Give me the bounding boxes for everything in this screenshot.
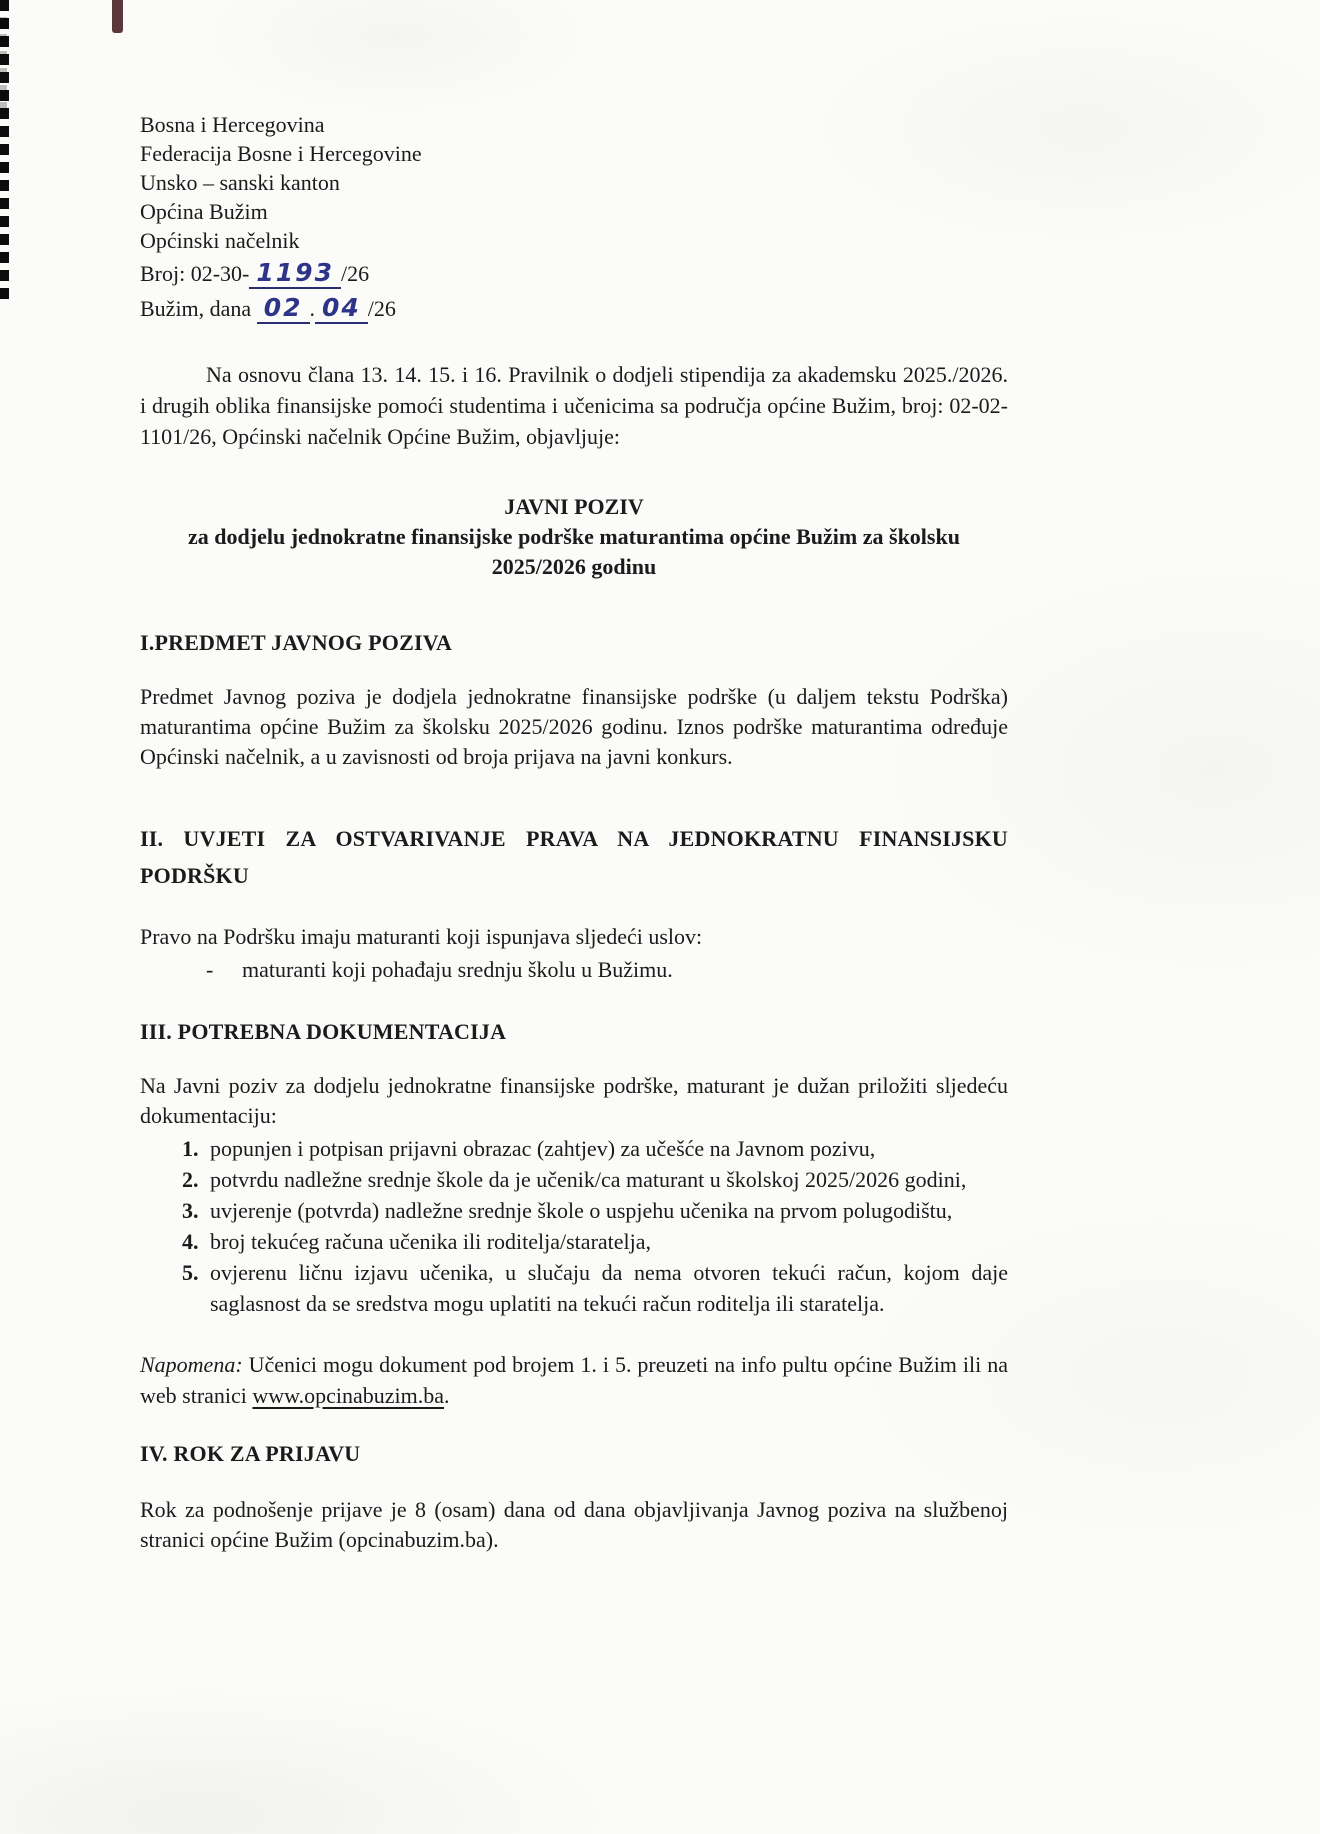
date-separator: . bbox=[309, 296, 315, 321]
section3-paragraph: Na Javni poziv za dodjelu jednokratne finansijske podrške, maturant je dužan priložiti sljedeću dokumentaciju: bbox=[140, 1073, 1008, 1128]
document-content bbox=[140, 110, 1008, 1555]
section4-heading: IV. ROK ZA PRIJAVU bbox=[140, 1441, 361, 1466]
section2-heading: II. UVJETI ZA OSTVARIVANJE PRAVA NA JEDNOKRATNU FINANSIJSKU PODRŠKU bbox=[140, 826, 1008, 888]
document-title bbox=[140, 492, 1008, 582]
section3-heading: III. POTREBNA DOKUMENTACIJA bbox=[140, 1019, 507, 1044]
date-day-handwritten: 02 bbox=[263, 293, 303, 322]
document-title-line2: za dodjelu jednokratne finansijske podrške maturantima općine Bužim za školsku 2025/2026 godinu bbox=[188, 524, 960, 579]
letterhead bbox=[140, 110, 1008, 255]
date-day-wrap bbox=[257, 293, 310, 324]
scan-artifact-left-edge-bar bbox=[0, 0, 9, 300]
date-month-wrap bbox=[315, 293, 368, 324]
date-line bbox=[140, 292, 1008, 325]
list-item: 3. uvjerenje (potvrda) nadležne srednje škole o uspjehu učenika na prvom polugodištu, bbox=[204, 1195, 1008, 1226]
section4-paragraph: Rok za podnošenje prijave je 8 (osam) dana od dana objavljivanja Javnog poziva na službenoj stranici općine Bužim (opcinabuzim.ba). bbox=[140, 1497, 1008, 1552]
section1-heading: I.PREDMET JAVNOG POZIVA bbox=[140, 630, 453, 655]
protocol-number-suffix: /26 bbox=[340, 261, 370, 286]
protocol-number-line bbox=[140, 257, 1008, 290]
note-text: Učenici mogu dokument pod brojem 1. i 5. preuzeti na info pultu općine Bužim ili na web stranici bbox=[140, 1352, 1008, 1408]
date-prefix: Bužim, dana bbox=[140, 296, 257, 321]
letterhead-line-canton: Unsko – sanski kanton bbox=[140, 170, 340, 195]
protocol-number-handwritten-wrap bbox=[249, 258, 341, 289]
protocol-number-handwritten: 1193 bbox=[256, 258, 334, 287]
section1-paragraph: Predmet Javnog poziva je dodjela jednokratne finansijske podrške (u daljem tekstu Podrška) maturantima općine Bužim za školsku 2025/2026 godinu. Iznos podrške maturantima određuje Općinski načelnik, a u zavisnosti od broja prijava na javni konkurs. bbox=[140, 684, 1008, 769]
required-documents-list bbox=[140, 1133, 1008, 1319]
list-item: 1. popunjen i potpisan prijavni obrazac (zahtjev) za učešće na Javnom pozivu, bbox=[204, 1133, 1008, 1164]
list-item: 4. broj tekućeg računa učenika ili roditelja/staratelja, bbox=[204, 1226, 1008, 1257]
letterhead-line-federation: Federacija Bosne i Hercegovine bbox=[140, 141, 422, 166]
bullet-dash-marker: - bbox=[206, 957, 214, 982]
list-item: 2. potvrdu nadležne srednje škole da je učenik/ca maturant u školskoj 2025/2026 godini, bbox=[204, 1164, 1008, 1195]
letterhead-line-municipality: Općina Bužim bbox=[140, 199, 268, 224]
note-text-after: . bbox=[444, 1383, 450, 1408]
note-label: Napomena: bbox=[140, 1352, 243, 1377]
date-suffix: /26 bbox=[367, 296, 396, 321]
section2-bullet-text: maturanti koji pohađaju srednju školu u Bužimu. bbox=[242, 957, 673, 982]
protocol-number-prefix: Broj: 02-30- bbox=[140, 261, 250, 286]
letterhead-line-mayor: Općinski načelnik bbox=[140, 228, 300, 253]
section2-paragraph: Pravo na Podršku imaju maturanti koji ispunjava sljedeći uslov: bbox=[140, 924, 703, 949]
letterhead-line-country: Bosna i Hercegovina bbox=[140, 112, 325, 137]
note-paragraph bbox=[140, 1349, 1008, 1411]
scan-artifact-top-mark bbox=[112, 0, 123, 33]
legal-basis-paragraph: Na osnovu člana 13. 14. 15. i 16. Pravilnik o dodjeli stipendija za akademsku 2025./2026. i drugih oblika finansijske pomoći studentima i učenicima sa područja općine Bužim, broj: 02-02-1101/26, Općinski načelnik Općine Bužim, objavljuje: bbox=[140, 362, 1008, 449]
section2-bullet-row bbox=[140, 954, 1008, 985]
date-month-handwritten: 04 bbox=[322, 293, 361, 322]
note-website-url: www.opcinabuzim.ba bbox=[252, 1383, 445, 1408]
document-title-line1: JAVNI POZIV bbox=[504, 494, 644, 519]
list-item: 5. ovjerenu ličnu izjavu učenika, u slučaju da nema otvoren tekući račun, kojom daje saglasnost da se sredstva mogu uplatiti na tekući račun roditelja ili staratelja. bbox=[204, 1257, 1008, 1319]
